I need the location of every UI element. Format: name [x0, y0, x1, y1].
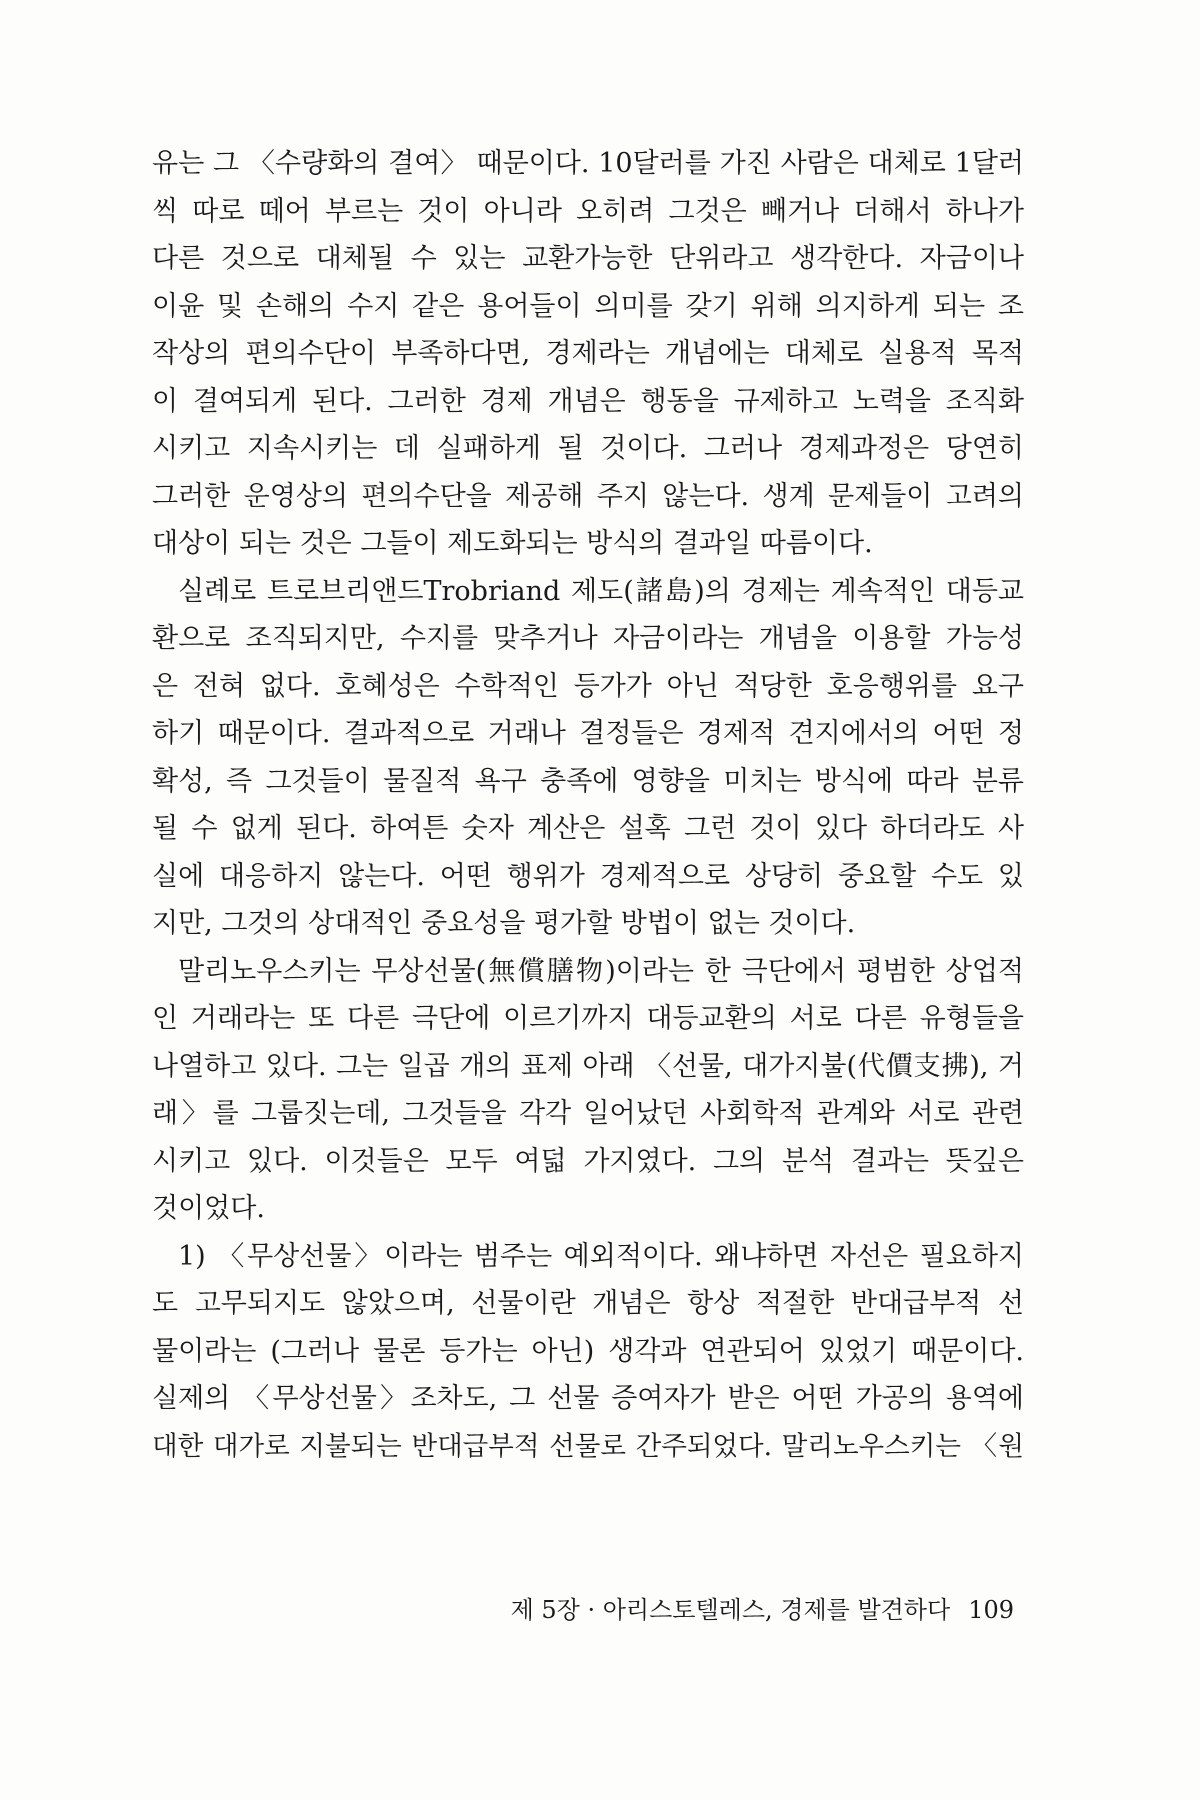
text-line: 물이라는 (그러나 물론 등가는 아닌) 생각과 연관되어 있었기 때문이다. — [152, 1335, 1024, 1367]
text-line: 인 거래라는 또 다른 극단에 이르기까지 대등교환의 서로 다른 유형들을 — [152, 1003, 1024, 1034]
text-line: 것이었다. — [152, 1193, 265, 1224]
text-line: 씩 따로 떼어 부르는 것이 아니라 오히려 그것은 빼거나 더해서 하나가 — [152, 195, 1024, 227]
text-line: 작상의 편의수단이 부족하다면, 경제라는 개념에는 대체로 실용적 목적 — [152, 338, 1024, 369]
text-line: 실에 대응하지 않는다. 어떤 행위가 경제적으로 상당히 중요할 수도 있 — [152, 860, 1024, 892]
text-line: 다른 것으로 대체될 수 있는 교환가능한 단위라고 생각한다. 자금이나 — [152, 243, 1024, 274]
text-line: 이윤 및 손해의 수지 같은 용어들이 의미를 갖기 위해 의지하게 되는 조 — [152, 290, 1024, 322]
text-line: 하기 때문이다. 결과적으로 거래나 결정들은 경제적 견지에서의 어떤 정 — [152, 718, 1024, 749]
page-footer — [511, 1590, 1014, 1625]
text-line: 될 수 없게 된다. 하여튼 숫자 계산은 설혹 그런 것이 있다 하더라도 사 — [152, 813, 1024, 844]
page-number: 109 — [968, 1596, 1014, 1624]
text-line: 실제의 〈무상선물〉조차도, 그 선물 증여자가 받은 어떤 가공의 용역에 — [152, 1383, 1024, 1414]
text-line: 확성, 즉 그것들이 물질적 욕구 충족에 영향을 미치는 방식에 따라 분류 — [152, 765, 1024, 797]
paragraph-1 — [152, 140, 1024, 568]
text-line: 래〉를 그룹짓는데, 그것들을 각각 일어났던 사회학적 관계와 서로 관련 — [152, 1098, 1024, 1129]
text-line: 환으로 조직되지만, 수지를 맞추거나 자금이라는 개념을 이용할 가능성 — [152, 623, 1024, 654]
text-line: 도 고무되지도 않았으며, 선물이란 개념은 항상 적절한 반대급부적 선 — [152, 1288, 1024, 1319]
text-line: 유는 그 〈수량화의 결여〉 때문이다. 10달러를 가진 사람은 대체로 1달러 — [152, 148, 1024, 179]
paragraph-3 — [152, 948, 1024, 1233]
paragraph-2 — [152, 568, 1024, 948]
running-title: 제 5장 · 아리스토텔레스, 경제를 발견하다 — [510, 1596, 951, 1624]
text-line: 대상이 되는 것은 그들이 제도화되는 방식의 결과일 따름이다. — [152, 528, 873, 559]
text-line: 시키고 지속시키는 데 실패하게 될 것이다. 그러나 경제과정은 당연히 — [152, 433, 1024, 464]
text-line: 대한 대가로 지불되는 반대급부적 선물로 간주되었다. 말리노우스키는 〈원 — [152, 1430, 1024, 1462]
body-text — [152, 140, 1024, 1470]
paragraph-4 — [152, 1233, 1024, 1471]
text-line: 지만, 그것의 상대적인 중요성을 평가할 방법이 없는 것이다. — [152, 908, 856, 939]
text-line: 말리노우스키는 무상선물(無償膳物)이라는 한 극단에서 평범한 상업적 — [178, 955, 1024, 987]
text-line: 1) 〈무상선물〉이라는 범주는 예외적이다. 왜냐하면 자선은 필요하지 — [178, 1240, 1024, 1272]
text-line: 나열하고 있다. 그는 일곱 개의 표제 아래 〈선물, 대가지불(代價支拂), 거 — [152, 1050, 1024, 1082]
text-line: 시키고 있다. 이것들은 모두 여덟 가지였다. 그의 분석 결과는 뜻깊은 — [152, 1145, 1024, 1177]
text-line: 실례로 트로브리앤드Trobriand 제도(諸島)의 경제는 계속적인 대등교 — [178, 575, 1024, 607]
text-line: 그러한 운영상의 편의수단을 제공해 주지 않는다. 생계 문제들이 고려의 — [152, 480, 1024, 512]
text-line: 이 결여되게 된다. 그러한 경제 개념은 행동을 규제하고 노력을 조직화 — [152, 385, 1024, 417]
text-line: 은 전혀 없다. 호혜성은 수학적인 등가가 아닌 적당한 호응행위를 요구 — [152, 670, 1024, 702]
